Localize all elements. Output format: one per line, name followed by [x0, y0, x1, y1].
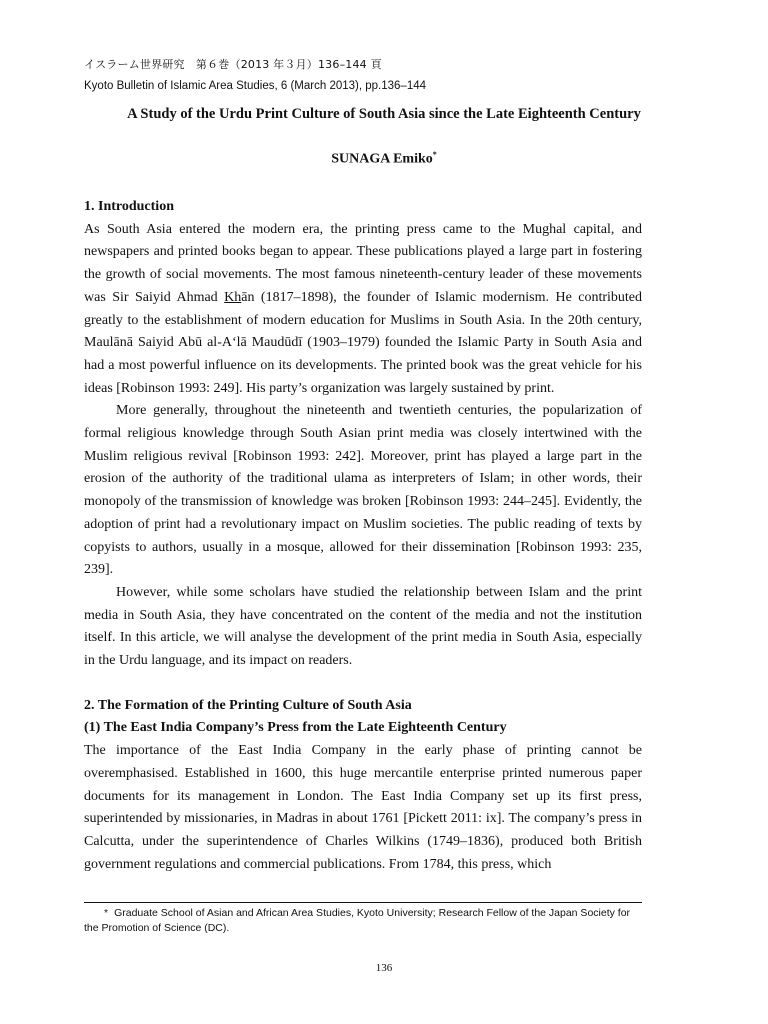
section-2-heading: 2. The Formation of the Printing Culture of South Asia [84, 697, 412, 713]
paragraph-1 [84, 219, 642, 401]
author-line [0, 150, 768, 168]
footnote-divider [84, 902, 642, 903]
page-number: 136 [375, 962, 393, 974]
paragraph-2: More generally, throughout the nineteenth and twentieth centuries, the popularization of formal religious knowledge through South Asian print media was closely intertwined with the Muslim religious revival [Robinson 1993: 242]. Moreover, print has played a large part in the erosion of the authority of the traditional ulama as interpreters of Islam; in other words, their monopoly of the transmission of knowledge was broken [Robinson 1993: 244–245]. Evidently, the adoption of print had a revolutionary impact on Muslim societies. The public reading of texts by copyists to authors, usually in a mosque, allowed for their dissemination [Robinson 1993: 235, 239]. [84, 403, 642, 578]
author-name: SUNAGA Emiko [331, 151, 433, 167]
section-gap [84, 673, 642, 695]
author-footnote-mark: * [432, 150, 437, 159]
journal-header-japanese: イスラーム世界研究 第６巻（2013 年３月）136–144 頁 [84, 58, 382, 71]
paragraph-3: However, while some scholars have studied the relationship between Islam and the print media in South Asia, they have concentrated on the content of the media and not the institution itself. In this article, we will analyse the development of the print media in South Asia, especially in the Urdu language, and its impact on readers. [84, 584, 642, 669]
journal-header-english: Kyoto Bulletin of Islamic Area Studies, 6 (March 2013), pp.136–144 [84, 80, 427, 92]
section-1-heading: 1. Introduction [84, 199, 174, 214]
paragraph-4: The importance of the East India Company in the early phase of printing cannot be overemphasised. Established in 1600, this huge mercantile enterprise printed numerous paper documents for its management in London. The East India Company set up its first press, superintended by missionaries, in Madras in about 1761 [Pickett 2011: ix]. The company’s press in Calcutta, under the superintendence of Charles Wilkins (1749–1836), produced both British government regulations and commercial publications. From 1784, this press, which [84, 743, 642, 872]
paragraph-1-part-b: ān (1817–1898), the founder of Islamic modernism. He contributed greatly to the establishment of modern education for Muslims in South Asia. In the 20th century, Maulānā Saiyid Abū al-A‘lā Maudūdī (1903–1979) founded the Islamic Party in South Asia and had a most powerful influence on its developments. The printed book was the great vehicle for his ideas [Robinson 1993: 249]. His party’s organization was largely sustained by print. [84, 289, 642, 396]
footnote [84, 906, 642, 935]
paragraph-1-khan: Kh [224, 289, 242, 305]
footnote-text: Graduate School of Asian and African Area Studies, Kyoto University; Research Fellow of the Japan Society for the Promotion of Science (DC). [84, 907, 631, 934]
footnote-mark: * [104, 907, 109, 919]
article-title: A Study of the Urdu Print Culture of South Asia since the Late Eighteenth Century [127, 106, 641, 122]
subsection-1-heading: (1) The East India Company’s Press from the Late Eighteenth Century [84, 720, 507, 736]
paragraph-1-part-a: As South Asia entered the modern era, the printing press came to the Mughal capital, and newspapers and printed books began to appear. These publications played a large part in fostering the growth of social movements. The most famous nineteenth-century leader of these movements was Sir Saiyid Ahmad [84, 221, 642, 305]
article-body [84, 196, 642, 876]
